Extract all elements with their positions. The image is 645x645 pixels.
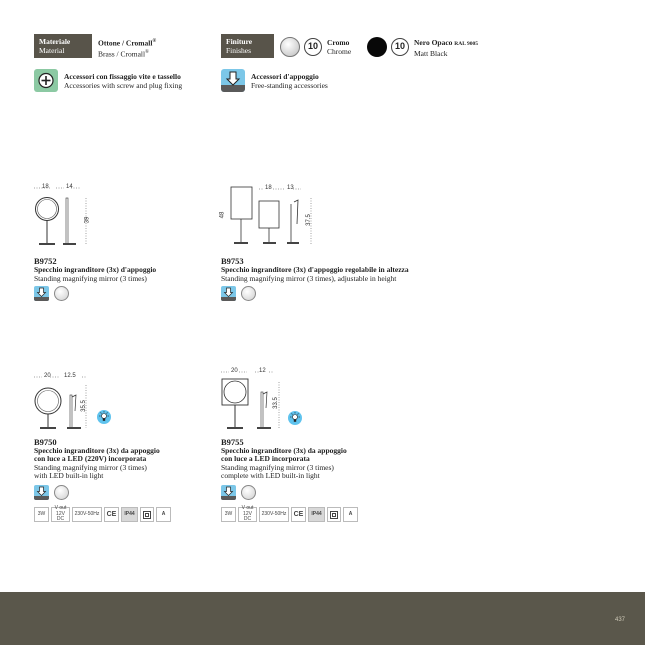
material-value-en: Brass / Cromall (98, 49, 146, 58)
finish-chrome-en: Chrome (327, 47, 352, 56)
b9753-dim-width: 18 (265, 185, 272, 191)
b9752-code: B9752 (34, 256, 57, 266)
spec-vout: V out 12V DC (51, 507, 70, 522)
finishes-label-it: Finiture (226, 37, 253, 46)
b9755-freestanding-icon (221, 485, 236, 500)
double-insulation-icon (327, 507, 341, 522)
finish-black-ral: RAL 9005 (454, 41, 478, 47)
b9750-chrome-swatch (54, 485, 69, 500)
fixing-text (64, 72, 182, 90)
finish-chrome-it: Cromo (327, 38, 350, 47)
spec-energy-class: A (156, 507, 171, 522)
double-insulation-icon (140, 507, 154, 522)
b9755-title-en-2: complete with LED built-in light (221, 471, 320, 480)
freestanding-text-it: Accessori d'appoggio (251, 72, 319, 81)
warranty-10-badge-black: 10 (391, 38, 409, 56)
b9755-code: B9755 (221, 437, 244, 447)
b9753-dim-depth: 13 (287, 185, 294, 191)
finish-black-it: Nero Opaco (414, 38, 453, 47)
b9755-dim-width: 20 (231, 368, 238, 374)
spec-power: 3W (221, 507, 236, 522)
reg-mark: ® (152, 39, 157, 44)
b9752-drawing (34, 184, 104, 254)
b9750-code: B9750 (34, 437, 57, 447)
b9753-code: B9753 (221, 256, 244, 266)
spec-ip44: IP44 (121, 507, 138, 522)
warranty-10-badge-chrome: 10 (304, 38, 322, 56)
b9750-dim-height: 35.5 (80, 400, 87, 412)
product-b9755 (221, 368, 401, 528)
b9755-dim-depth: 12 (259, 368, 266, 374)
b9750-title-en-2: with LED built-in light (34, 471, 104, 480)
material-value-it: Ottone / Cromall (98, 38, 153, 48)
b9750-title-it-1: Specchio ingranditore (3x) da appoggio (34, 446, 160, 455)
b9750-dim-width: 20 (44, 373, 51, 379)
freestanding-text-en: Free-standing accessories (251, 81, 328, 90)
fixing-text-it: Accessori con fissaggio vite e tassello (64, 72, 181, 81)
b9755-title-it-2: con luce a LED incorporata (221, 454, 310, 463)
material-label (34, 34, 92, 58)
material-label-it: Materiale (39, 37, 71, 46)
finish-chrome (327, 38, 351, 56)
b9750-drawing (34, 373, 114, 435)
page-number: 437 (614, 617, 625, 623)
b9753-freestanding-icon (221, 286, 236, 301)
b9750-freestanding-icon (34, 485, 49, 500)
b9753-chrome-swatch (241, 286, 256, 301)
spec-energy-class: A (343, 507, 358, 522)
material-label-en: Material (39, 46, 65, 55)
finish-matt-black (414, 38, 478, 58)
b9750-title-it-2: con luce a LED (220V) incorporata (34, 454, 147, 463)
b9755-spec-row (221, 507, 360, 522)
down-arrow-stand-icon (221, 69, 245, 92)
b9755-title-en-1: Standing magnifying mirror (3 times) (221, 463, 334, 472)
freestanding-text (251, 72, 328, 90)
b9752-dim-depth: 14 (66, 184, 73, 190)
spec-vout: V out 12V DC (238, 507, 257, 522)
b9752-title-en: Standing magnifying mirror (3 times) (34, 274, 147, 283)
matt-black-swatch (367, 37, 387, 57)
led-light-icon (96, 409, 112, 425)
b9753-dim-height: 37.5 (305, 214, 312, 226)
b9750-title-en-1: Standing magnifying mirror (3 times) (34, 463, 147, 472)
spec-power: 3W (34, 507, 49, 522)
product-b9753 (221, 184, 461, 314)
b9752-freestanding-icon (34, 286, 49, 301)
b9755-title-it-1: Specchio ingranditore (3x) da appoggio (221, 446, 347, 455)
spec-voltage: 230V-50Hz (259, 507, 289, 522)
ce-mark-icon: CE (291, 507, 306, 522)
finishes-label-en: Finishes (226, 46, 252, 55)
product-b9750 (34, 373, 214, 528)
b9753-title-en: Standing magnifying mirror (3 times), adjustable in height (221, 274, 397, 283)
b9752-dim-width: 18 (42, 184, 49, 190)
fixing-text-en: Accessories with screw and plug fixing (64, 81, 183, 90)
led-light-icon (287, 410, 303, 426)
b9752-dim-height: 39 (84, 216, 91, 224)
spec-ip44: IP44 (308, 507, 325, 522)
b9755-dim-height: 33.5 (272, 397, 279, 409)
finishes-label (221, 34, 274, 58)
material-value: Ottone / Cromall® Brass / Cromall® (98, 38, 157, 58)
b9752-chrome-swatch (54, 286, 69, 301)
b9750-spec-row (34, 507, 173, 522)
finish-black-en: Matt Black (414, 49, 448, 58)
product-b9752 (34, 184, 214, 314)
plus-screw-icon (34, 69, 58, 92)
spec-voltage: 230V-50Hz (72, 507, 102, 522)
ce-mark-icon: CE (104, 507, 119, 522)
b9753-dim-height-max: 48 (219, 211, 226, 219)
b9753-title-it: Specchio ingranditore (3x) d'appoggio regolabile in altezza (221, 265, 409, 274)
b9755-chrome-swatch (241, 485, 256, 500)
b9750-dim-depth: 12.5 (64, 373, 76, 379)
chrome-swatch (280, 37, 300, 57)
page-footer (0, 592, 645, 645)
b9752-title-it: Specchio ingranditore (3x) d'appoggio (34, 265, 157, 274)
